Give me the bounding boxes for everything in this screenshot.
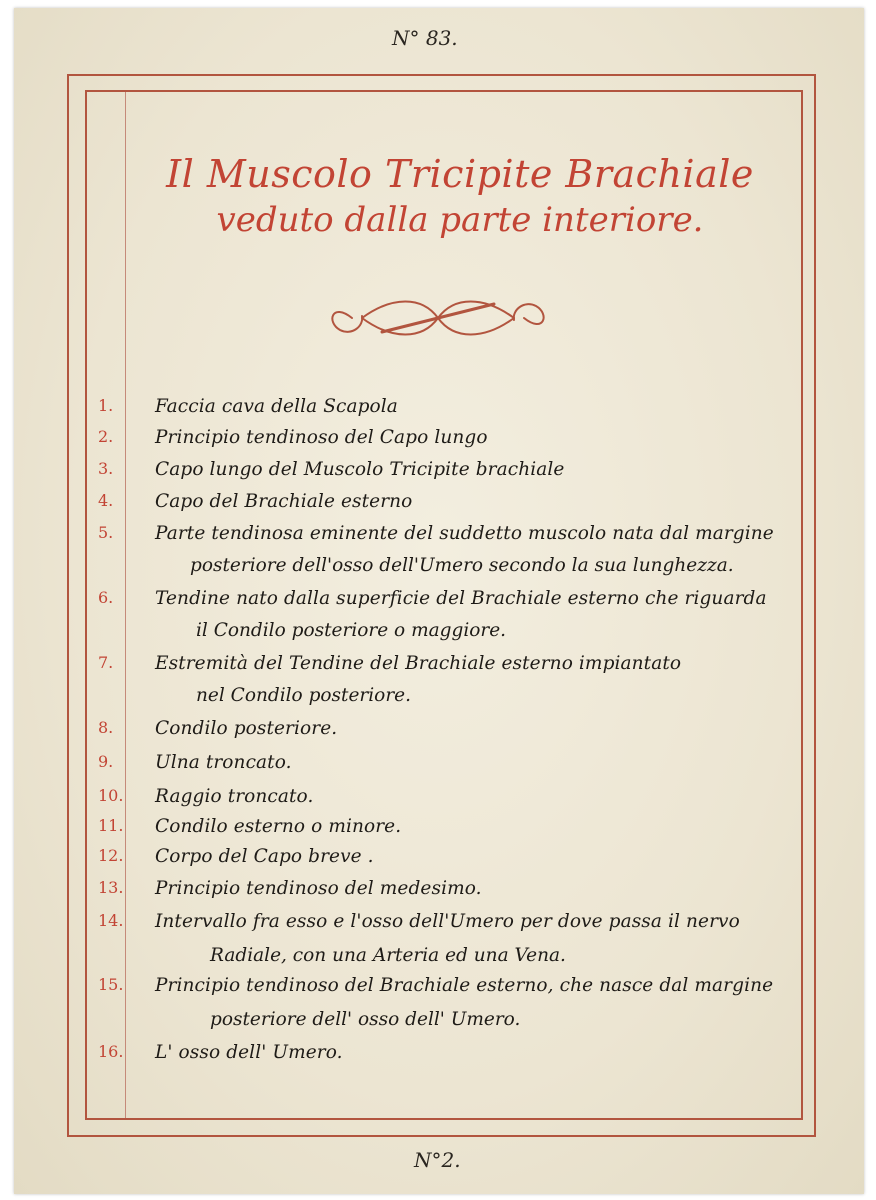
entry-number: 12. xyxy=(98,846,124,865)
entry-continuation: posteriore dell' osso dell' Umero. xyxy=(210,1009,521,1030)
entry-continuation: Radiale, con una Arteria ed una Vena. xyxy=(210,945,566,966)
entry-number: 16. xyxy=(98,1042,124,1061)
entry-number: 7. xyxy=(98,653,114,672)
entry-text: Raggio troncato. xyxy=(155,786,314,807)
entry-number: 10. xyxy=(98,786,124,805)
entry-number: 6. xyxy=(98,588,114,607)
entry-text: Condilo posteriore. xyxy=(155,718,338,739)
entry-number: 14. xyxy=(98,911,124,930)
entry-number: 13. xyxy=(98,878,124,897)
entry-text: Tendine nato dalla superficie del Brachiale esterno che riguarda xyxy=(155,588,767,609)
folio-number-bottom: N°2. xyxy=(414,1148,461,1172)
entry-text: Parte tendinosa eminente del suddetto muscolo nata dal margine xyxy=(155,523,774,544)
entry-number: 8. xyxy=(98,718,114,737)
entry-text: Faccia cava della Scapola xyxy=(155,396,398,417)
entry-number: 3. xyxy=(98,459,114,478)
entry-number: 2. xyxy=(98,427,114,446)
entry-number: 15. xyxy=(98,975,124,994)
page-title xyxy=(130,150,790,242)
entry-continuation: il Condilo posteriore o maggiore. xyxy=(196,620,507,641)
entry-number: 9. xyxy=(98,752,114,771)
folio-number-top: N° 83. xyxy=(392,26,458,50)
entry-text: Capo lungo del Muscolo Tricipite brachiale xyxy=(155,459,565,480)
entry-continuation: posteriore dell'osso dell'Umero secondo la sua lunghezza. xyxy=(190,555,734,576)
entry-text: Principio tendinoso del Brachiale esterno, che nasce dal margine xyxy=(155,975,774,996)
entry-text: Ulna troncato. xyxy=(155,752,292,773)
entry-number: 4. xyxy=(98,491,114,510)
title-line-1: Il Muscolo Tricipite Brachiale xyxy=(166,152,754,196)
entry-number: 1. xyxy=(98,396,114,415)
entry-text: Capo del Brachiale esterno xyxy=(155,491,413,512)
entry-number: 11. xyxy=(98,816,124,835)
entry-text: Principio tendinoso del medesimo. xyxy=(155,878,482,899)
title-line-2: veduto dalla parte interiore. xyxy=(216,200,704,240)
entry-text: L' osso dell' Umero. xyxy=(155,1042,343,1063)
entry-continuation: nel Condilo posteriore. xyxy=(196,685,411,706)
entry-text: Corpo del Capo breve . xyxy=(155,846,374,867)
entry-number: 5. xyxy=(98,523,114,542)
entry-text: Estremità del Tendine del Brachiale esterno impiantato xyxy=(155,653,682,674)
entry-text: Condilo esterno o minore. xyxy=(155,816,402,837)
entry-text: Intervallo fra esso e l'osso dell'Umero per dove passa il nervo xyxy=(155,911,740,932)
calligraphic-flourish xyxy=(322,292,554,344)
entry-text: Principio tendinoso del Capo lungo xyxy=(155,427,488,448)
